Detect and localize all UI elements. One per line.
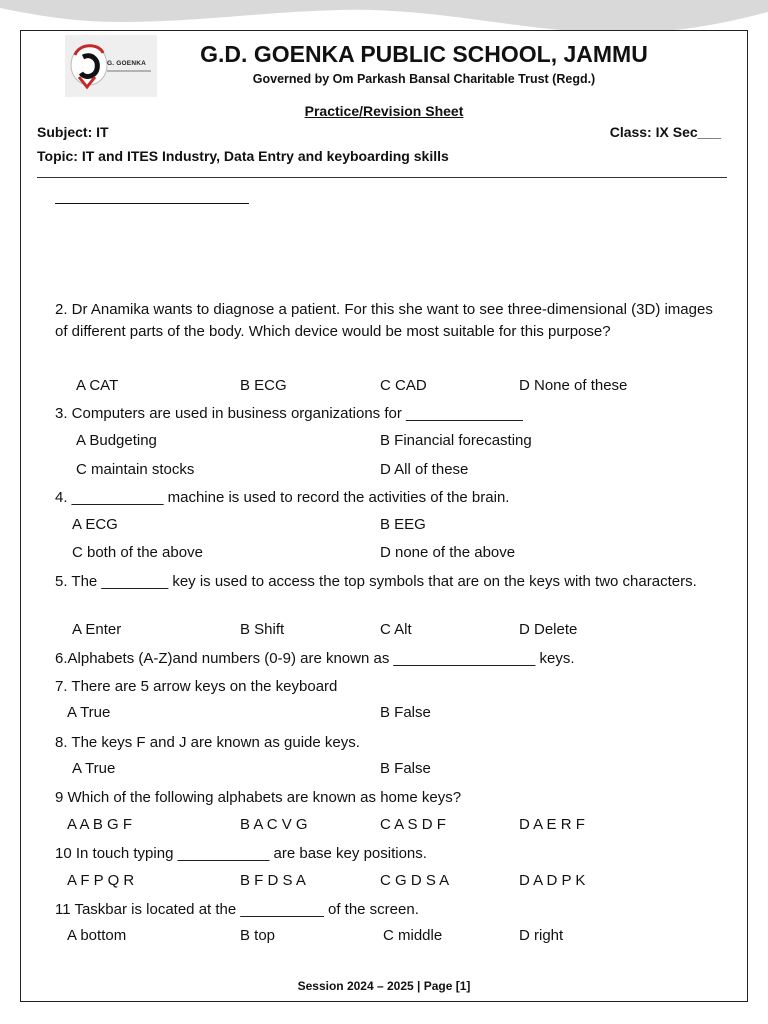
question-4: 4. ___________ machine is used to record the activities of the brain.	[55, 489, 510, 506]
q4-option-a: A ECG	[72, 516, 118, 533]
question-8: 8. The keys F and J are known as guide keys.	[55, 734, 360, 751]
topic-label: Topic: IT and ITES Industry, Data Entry and keyboarding skills	[37, 148, 449, 164]
q9-option-d: D A E R F	[519, 816, 585, 833]
q3-option-a: A Budgeting	[76, 432, 157, 449]
q9-option-b: B A C V G	[240, 816, 308, 833]
q2-option-c: C CAD	[380, 377, 427, 394]
school-name: G.D. GOENKA PUBLIC SCHOOL, JAMMU	[200, 41, 648, 67]
question-10: 10 In touch typing ___________ are base key positions.	[55, 845, 427, 862]
q11-option-a: A bottom	[67, 927, 127, 944]
q3-option-b: B Financial forecasting	[380, 432, 532, 449]
q4-option-c: C both of the above	[72, 544, 203, 561]
q11-option-c: C middle	[383, 927, 443, 944]
page-footer: Session 2024 – 2025 | Page [1]	[297, 979, 471, 993]
question-9: 9 Which of the following alphabets are known as home keys?	[55, 789, 462, 806]
sheet-title: Practice/Revision Sheet	[304, 103, 464, 119]
name-blank-line	[55, 203, 249, 204]
q10-option-b: B F D S A	[240, 872, 306, 889]
q3-option-c: C maintain stocks	[76, 461, 195, 478]
class-label: Class: IX Sec___	[609, 124, 721, 140]
question-6: 6.Alphabets (A-Z)and numbers (0-9) are known as _________________ keys.	[55, 650, 575, 667]
q10-option-d: D A D P K	[519, 872, 586, 889]
q5-option-d: D Delete	[519, 621, 578, 638]
q10-option-c: C G D S A	[380, 872, 450, 889]
q8-option-a: A True	[72, 760, 116, 777]
question-11: 11 Taskbar is located at the __________ of the screen.	[55, 901, 419, 918]
q5-option-b: B Shift	[240, 621, 285, 638]
q10-option-a: A F P Q R	[67, 872, 135, 889]
subject-label: Subject: IT	[37, 124, 109, 140]
q4-option-d: D none of the above	[380, 544, 516, 561]
question-7: 7. There are 5 arrow keys on the keyboard	[55, 678, 338, 695]
question-3: 3. Computers are used in business organizations for ______________	[55, 405, 523, 422]
question-2: 2. Dr Anamika wants to diagnose a patient. For this she want to see three-dimensional (3D) images of different parts of the body. Which device would be most suitable for this purpose?	[55, 301, 713, 340]
trust-line: Governed by Om Parkash Bansal Charitable Trust (Regd.)	[252, 72, 596, 86]
header-divider	[37, 177, 727, 178]
q2-option-d: D None of these	[519, 377, 628, 394]
q11-option-d: D right	[519, 927, 564, 944]
q5-option-a: A Enter	[72, 621, 122, 638]
logo-text: G. GOENKA	[107, 60, 146, 67]
q7-option-b: B False	[380, 704, 431, 721]
q4-option-b: B EEG	[380, 516, 426, 533]
q8-option-b: B False	[380, 760, 431, 777]
question-5: 5. The ________ key is used to access the top symbols that are on the keys with two characters.	[55, 573, 697, 590]
q11-option-b: B top	[240, 927, 276, 944]
worksheet-page	[20, 30, 748, 1002]
q7-option-a: A True	[67, 704, 111, 721]
q2-option-b: B ECG	[240, 377, 287, 394]
q5-option-c: C Alt	[380, 621, 412, 638]
q2-option-a: A CAT	[76, 377, 119, 394]
q9-option-c: C A S D F	[380, 816, 446, 833]
q3-option-d: D All of these	[380, 461, 469, 478]
q9-option-a: A A B G F	[67, 816, 133, 833]
